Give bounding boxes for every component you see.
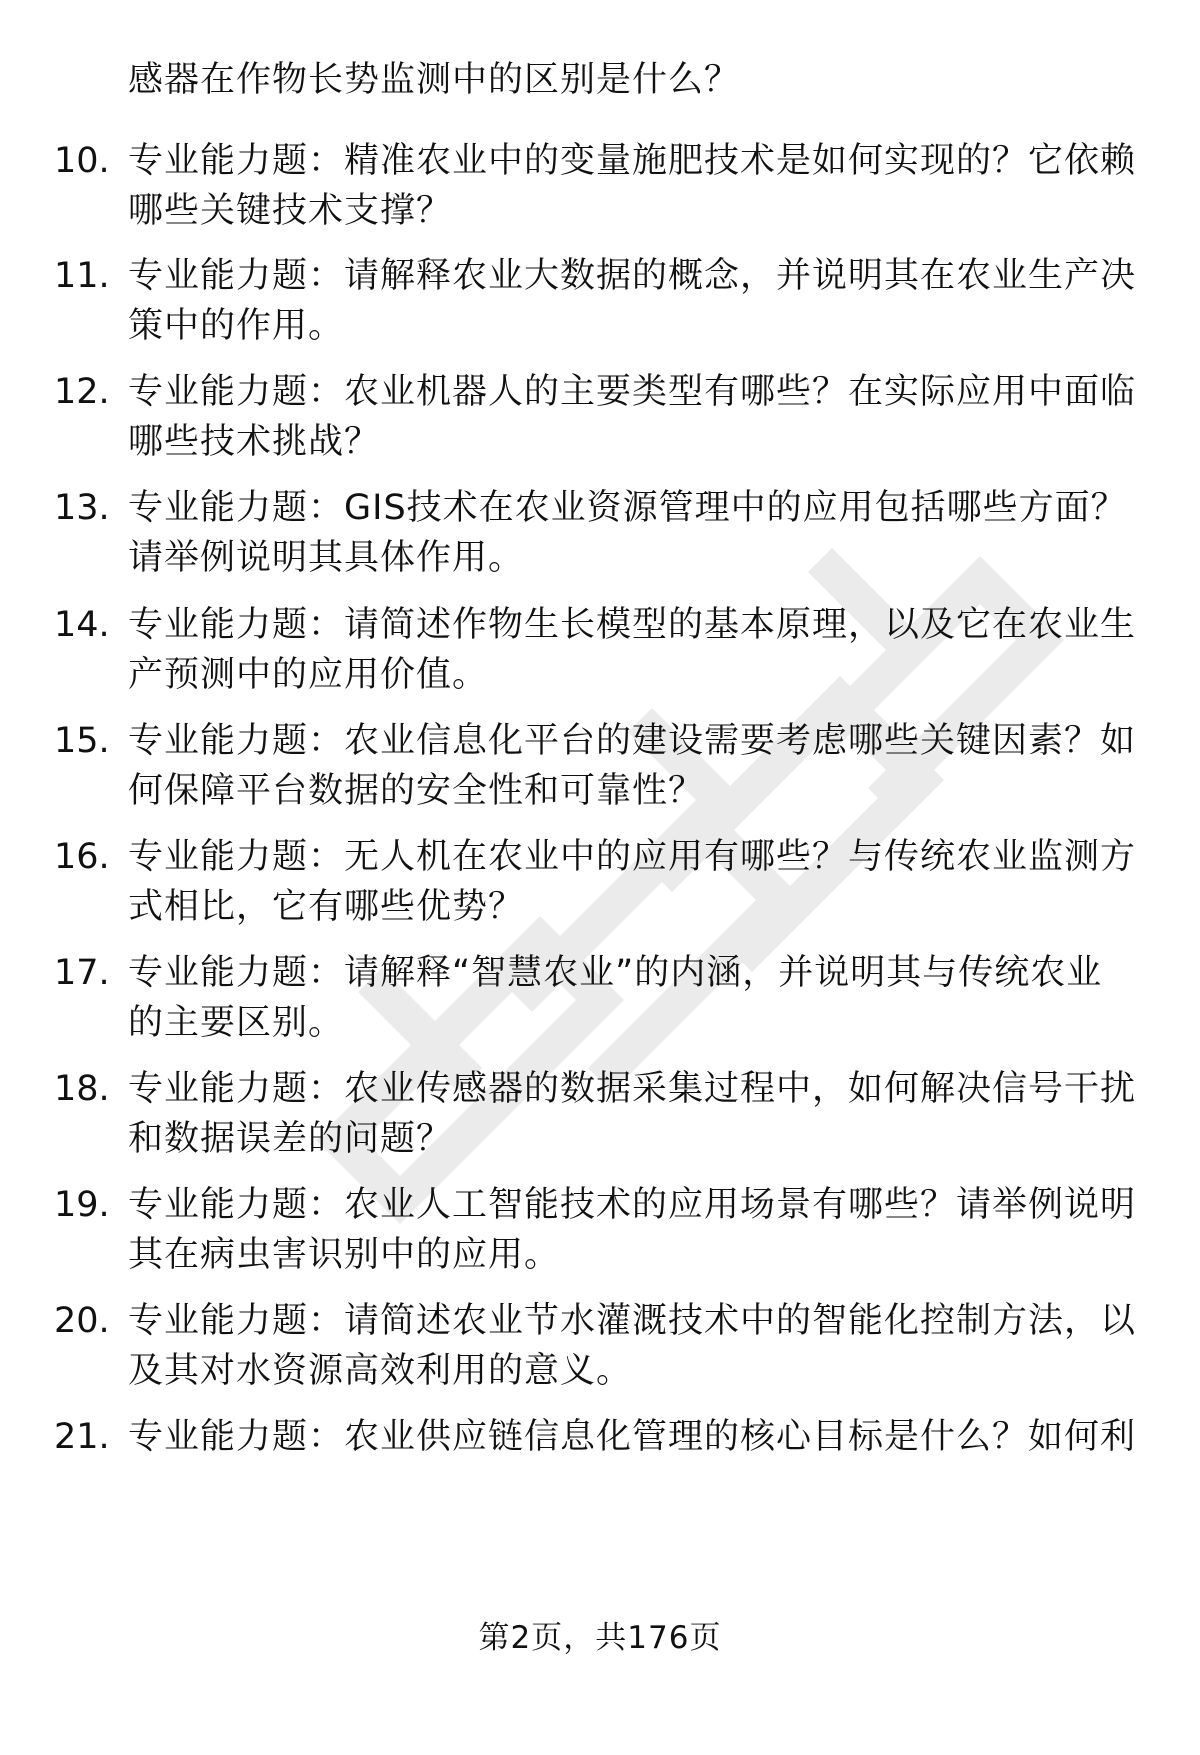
question-text: 专业能力题：精准农业中的变量施肥技术是如何实现的？它依赖哪些关键技术支撑？ bbox=[128, 141, 1137, 231]
question-number: 11. bbox=[54, 256, 110, 296]
list-item bbox=[0, 136, 1200, 246]
question-continuation-text: 感器在作物长势监测中的区别是什么？ bbox=[128, 60, 741, 100]
list-item bbox=[0, 1296, 1200, 1406]
question-text: 专业能力题：农业人工智能技术的应用场景有哪些？请举例说明其在病虫害识别中的应用。 bbox=[128, 1185, 1137, 1275]
question-text: 专业能力题：农业信息化平台的建设需要考虑哪些关键因素？如何保障平台数据的安全性和可靠性？ bbox=[128, 721, 1137, 811]
question-number: 21. bbox=[54, 1417, 110, 1457]
list-item bbox=[0, 1180, 1200, 1290]
question-number: 12. bbox=[54, 372, 110, 412]
question-text: 专业能力题：农业供应链信息化管理的核心目标是什么？如何利 bbox=[128, 1417, 1137, 1457]
list-item bbox=[0, 367, 1200, 477]
question-number: 13. bbox=[54, 488, 110, 528]
question-text: 专业能力题：GIS技术在农业资源管理中的应用包括哪些方面？请举例说明其具体作用。 bbox=[128, 488, 1127, 578]
question-text: 专业能力题：请简述农业节水灌溉技术中的智能化控制方法，以及其对水资源高效利用的意义。 bbox=[128, 1301, 1137, 1391]
list-item bbox=[0, 1412, 1200, 1522]
list-item bbox=[0, 716, 1200, 826]
list-item bbox=[0, 1064, 1200, 1174]
list-item bbox=[0, 251, 1200, 361]
question-number: 18. bbox=[54, 1069, 110, 1109]
question-text: 专业能力题：农业机器人的主要类型有哪些？在实际应用中面临哪些技术挑战？ bbox=[128, 372, 1137, 462]
page-footer: 第2页，共176页 bbox=[478, 1620, 722, 1656]
list-item bbox=[0, 600, 1200, 710]
question-number: 19. bbox=[54, 1185, 110, 1225]
question-text: 专业能力题：无人机在农业中的应用有哪些？与传统农业监测方式相比，它有哪些优势？ bbox=[128, 837, 1137, 927]
question-number: 10. bbox=[54, 141, 110, 181]
list-item bbox=[0, 483, 1200, 593]
list-item bbox=[0, 832, 1200, 942]
question-number: 16. bbox=[54, 837, 110, 877]
question-number: 17. bbox=[54, 953, 110, 993]
question-text: 专业能力题：农业传感器的数据采集过程中，如何解决信号干扰和数据误差的问题？ bbox=[128, 1069, 1137, 1159]
question-text: 专业能力题：请简述作物生长模型的基本原理，以及它在农业生产预测中的应用价值。 bbox=[128, 605, 1137, 695]
question-text: 专业能力题：请解释“智慧农业”的内涵，并说明其与传统农业的主要区别。 bbox=[128, 953, 1103, 1043]
question-number: 15. bbox=[54, 721, 110, 761]
question-number: 20. bbox=[54, 1301, 110, 1341]
question-number: 14. bbox=[54, 605, 110, 645]
list-item bbox=[0, 948, 1200, 1058]
question-text: 专业能力题：请解释农业大数据的概念，并说明其在农业生产决策中的作用。 bbox=[128, 256, 1137, 346]
